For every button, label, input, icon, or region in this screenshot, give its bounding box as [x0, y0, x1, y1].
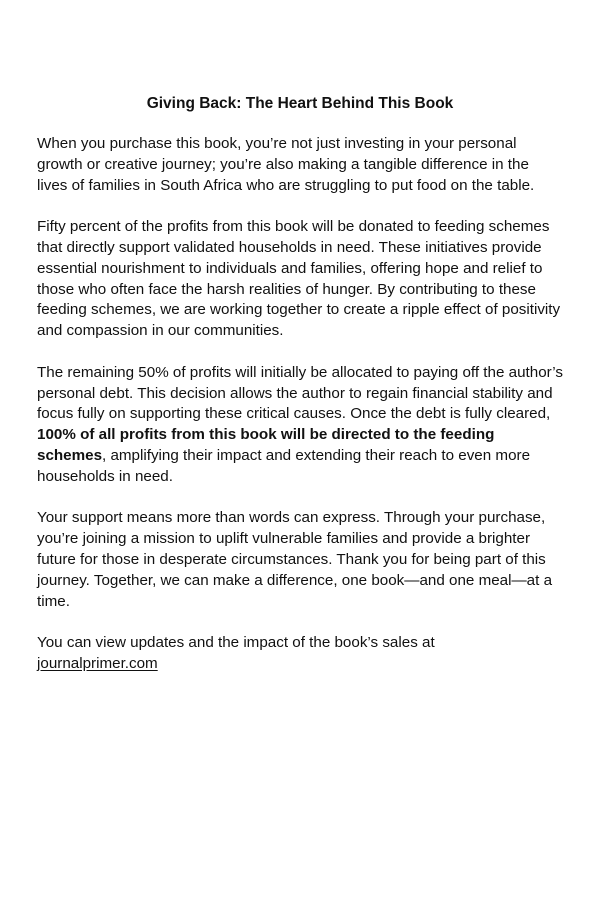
updates-text: You can view updates and the impact of the book’s sales at: [37, 634, 435, 652]
paragraph-remaining-profits: [37, 363, 563, 488]
website-link[interactable]: journalprimer.com: [37, 654, 158, 672]
paragraph-remaining-profits-text: The remaining 50% of profits will initially be allocated to paying off the author’s personal debt. This decision allows the author to regain financial stability and focus fully on supporting these critical causes. Once the debt is fully cleared,: [37, 363, 563, 423]
paragraph-thanks: Your support means more than words can express. Through your purchase, you’re joining a mission to uplift vulnerable families and provide a brighter future for those in desperate circumstances. Thank you for being part of this journey. Together, we can make a difference, one book—and one meal—at a time.: [37, 509, 553, 610]
highlight-full-profits: 100% of all profits from this book will be directed to the feeding schemes: [37, 426, 495, 464]
paragraph-updates: [37, 633, 563, 675]
paragraph-intro: When you purchase this book, you’re not just investing in your personal growth or creative journey; you’re also making a tangible difference in the lives of families in South Africa who are struggling to put food on the table.: [37, 135, 535, 194]
paragraph-donation: Fifty percent of the profits from this book will be donated to feeding schemes that directly support validated households in need. These initiatives provide essential nourishment to individuals and families, offering hope and relief to those who often face the harsh realities of hunger. By contributing to these feeding schemes, we are working together to create a ripple effect of positivity and compassion in our communities.: [37, 218, 561, 340]
paragraph-remaining-profits-tail: , amplifying their impact and extending their reach to even more households in need.: [37, 446, 531, 485]
page-title: Giving Back: The Heart Behind This Book: [146, 95, 454, 112]
